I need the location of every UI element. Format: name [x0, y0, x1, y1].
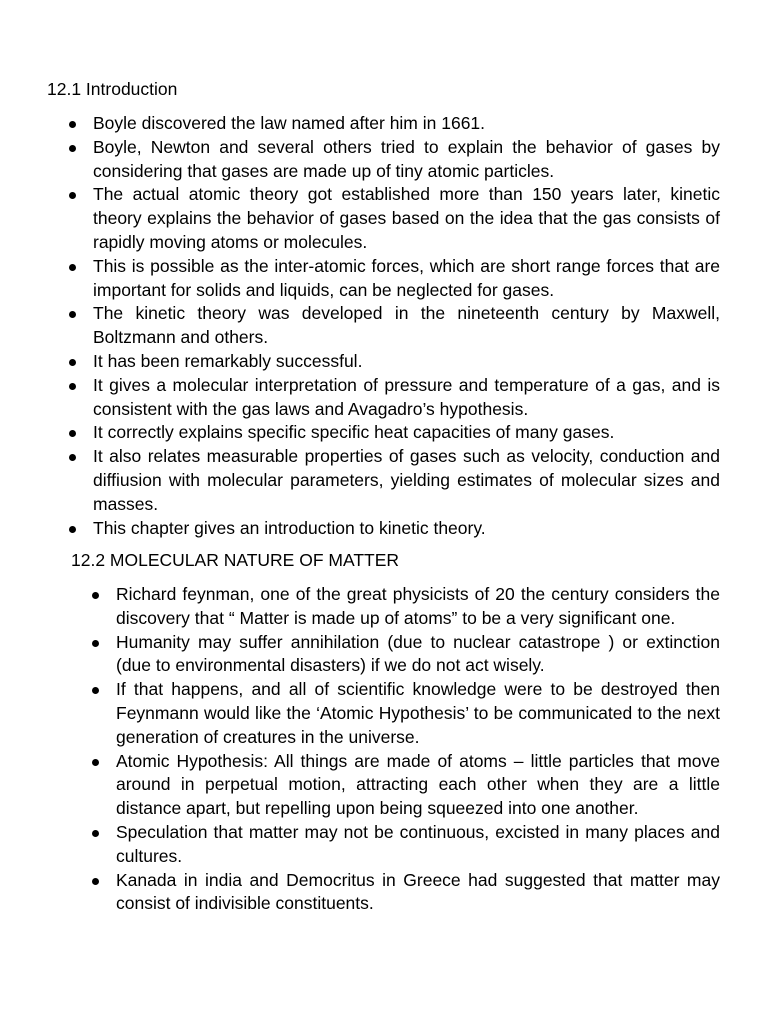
bullet-icon — [92, 640, 99, 647]
list-item — [93, 374, 720, 422]
bullet-icon — [92, 830, 99, 837]
section-heading-introduction: 12.1 Introduction — [47, 79, 178, 99]
list-item-text: This chapter gives an introduction to kinetic theory. — [93, 517, 486, 538]
list-item-text: If that happens, and all of scientific knowledge were to be destroyed then Feynmann would like the ‘Atomic Hypothesis’ to be communicated to the next generation of creatures in the universe. — [116, 679, 720, 747]
bullet-icon — [69, 264, 76, 271]
list-item — [93, 183, 720, 254]
list-item-text: This is possible as the inter-atomic forces, which are short range forces that are important for solids and liquids, can be neglected for gases. — [93, 255, 720, 300]
list-item-text: Boyle discovered the law named after him in 1661. — [93, 113, 486, 133]
list-item — [93, 302, 720, 350]
list-item — [116, 821, 720, 869]
list-item — [93, 112, 720, 136]
list-item-text: Humanity may suffer annihilation (due to nuclear catastrope ) or extinction (due to environmental disasters) if we do not act wisely. — [116, 631, 720, 676]
list-item — [93, 255, 720, 303]
bullet-icon — [92, 878, 99, 885]
list-item — [116, 750, 720, 821]
list-item — [116, 583, 720, 631]
list-item — [93, 350, 720, 374]
bullet-icon — [69, 359, 76, 366]
bullet-icon — [69, 526, 76, 533]
bullet-icon — [69, 121, 76, 128]
bullet-icon — [92, 759, 99, 766]
list-item-text: Boyle, Newton and several others tried to explain the behavior of gases by considering that gases are made up of tiny atomic particles. — [93, 136, 720, 181]
list-item-text: Richard feynman, one of the great physicists of 20 the century considers the discovery that “ Matter is made up of atoms” to be a very significant one. — [116, 584, 720, 628]
list-item — [116, 869, 720, 917]
list-item-text: The actual atomic theory got established more than 150 years later, kinetic theory explains the behavior of gases based on the idea that the gas consists of rapidly moving atoms or molecules. — [93, 184, 720, 252]
list-item-text: It correctly explains specific specific heat capacities of many gases. — [93, 422, 615, 443]
bullet-icon — [69, 383, 76, 390]
list-item-text: It gives a molecular interpretation of pressure and temperature of a gas, and is consistent with the gas laws and Avagadro’s hypothesis. — [93, 374, 720, 419]
list-item — [116, 631, 720, 679]
bullet-icon — [69, 145, 76, 152]
list-item-text: The kinetic theory was developed in the nineteenth century by Maxwell, Boltzmann and others. — [93, 303, 720, 348]
introduction-bullet-list — [93, 112, 720, 540]
list-item — [93, 445, 720, 516]
bullet-icon — [69, 192, 76, 199]
molecular-nature-bullet-list — [116, 583, 720, 916]
list-item-text: It has been remarkably successful. — [93, 350, 363, 371]
list-item-text: Kanada in india and Democritus in Greece had suggested that matter may consist of indivisible constituents. — [116, 869, 720, 914]
list-item — [93, 421, 720, 445]
list-item — [93, 517, 720, 541]
bullet-icon — [69, 430, 76, 437]
bullet-icon — [69, 454, 76, 461]
list-item — [93, 136, 720, 184]
list-item-text: Speculation that matter may not be continuous, excisted in many places and cultures. — [116, 821, 720, 866]
bullet-icon — [69, 311, 76, 318]
list-item — [116, 678, 720, 749]
list-item-text: Atomic Hypothesis: All things are made of atoms – little particles that move around in perpetual motion, attracting each other when they are a little distance apart, but repelling upon being squeezed into one another. — [116, 750, 720, 819]
bullet-icon — [92, 687, 99, 694]
list-item-text: It also relates measurable properties of gases such as velocity, conduction and diffiusion with molecular parameters, yielding estimates of molecular sizes and masses. — [93, 446, 720, 514]
section-heading-molecular-nature: 12.2 MOLECULAR NATURE OF MATTER — [71, 550, 400, 570]
bullet-icon — [92, 592, 99, 599]
